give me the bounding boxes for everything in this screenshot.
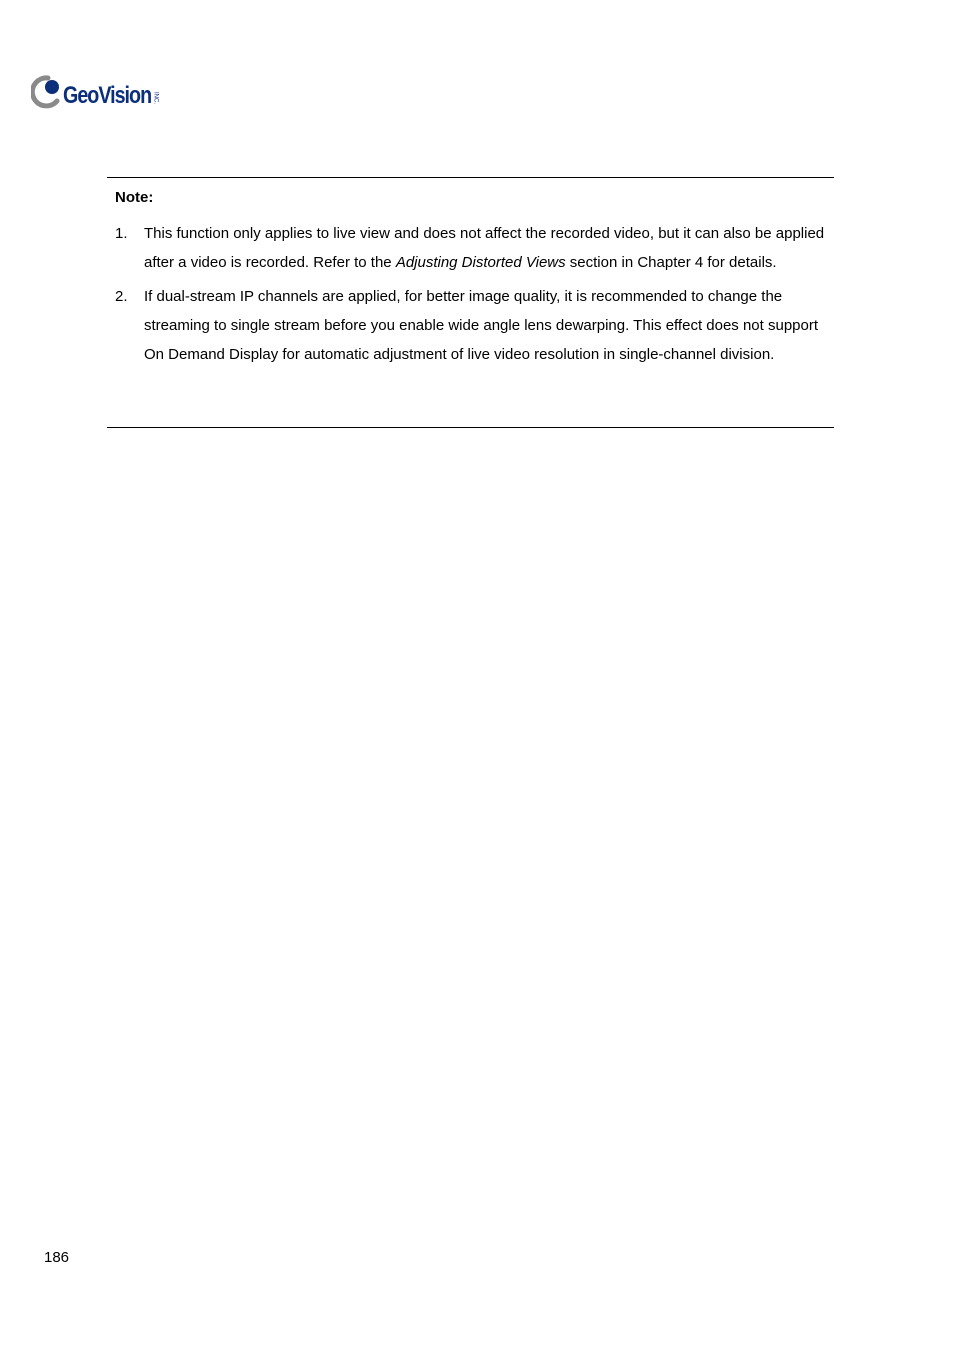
note-item-number: 1. bbox=[115, 225, 128, 242]
note-item-emphasis: Adjusting Distorted Views bbox=[395, 254, 566, 271]
note-box bbox=[107, 177, 834, 428]
page-number: 186 bbox=[44, 1249, 70, 1266]
note-item bbox=[107, 282, 834, 369]
note-item-text-after: section in Chapter 4 for details. bbox=[565, 254, 777, 271]
logo-text: GeoVision bbox=[63, 82, 152, 109]
note-item-text: This function only applies to live view and does not affect the recorded video, but it can also be applied after a video is recorded. Refer to the bbox=[144, 225, 825, 271]
note-title: Note: bbox=[115, 189, 154, 206]
logo-trademark: INC. bbox=[152, 92, 159, 104]
note-list bbox=[107, 219, 834, 374]
note-item-number: 2. bbox=[115, 288, 128, 305]
note-item-text: If dual-stream IP channels are applied, for better image quality, it is recommended to change the streaming to single stream before you enable wide angle lens dewarping. This effect does not support On Demand Display for automatic adjustment of live video resolution in single-channel division. bbox=[144, 288, 819, 363]
geovision-logo-icon bbox=[31, 75, 61, 109]
geovision-logo bbox=[31, 72, 176, 112]
note-item bbox=[107, 219, 834, 277]
